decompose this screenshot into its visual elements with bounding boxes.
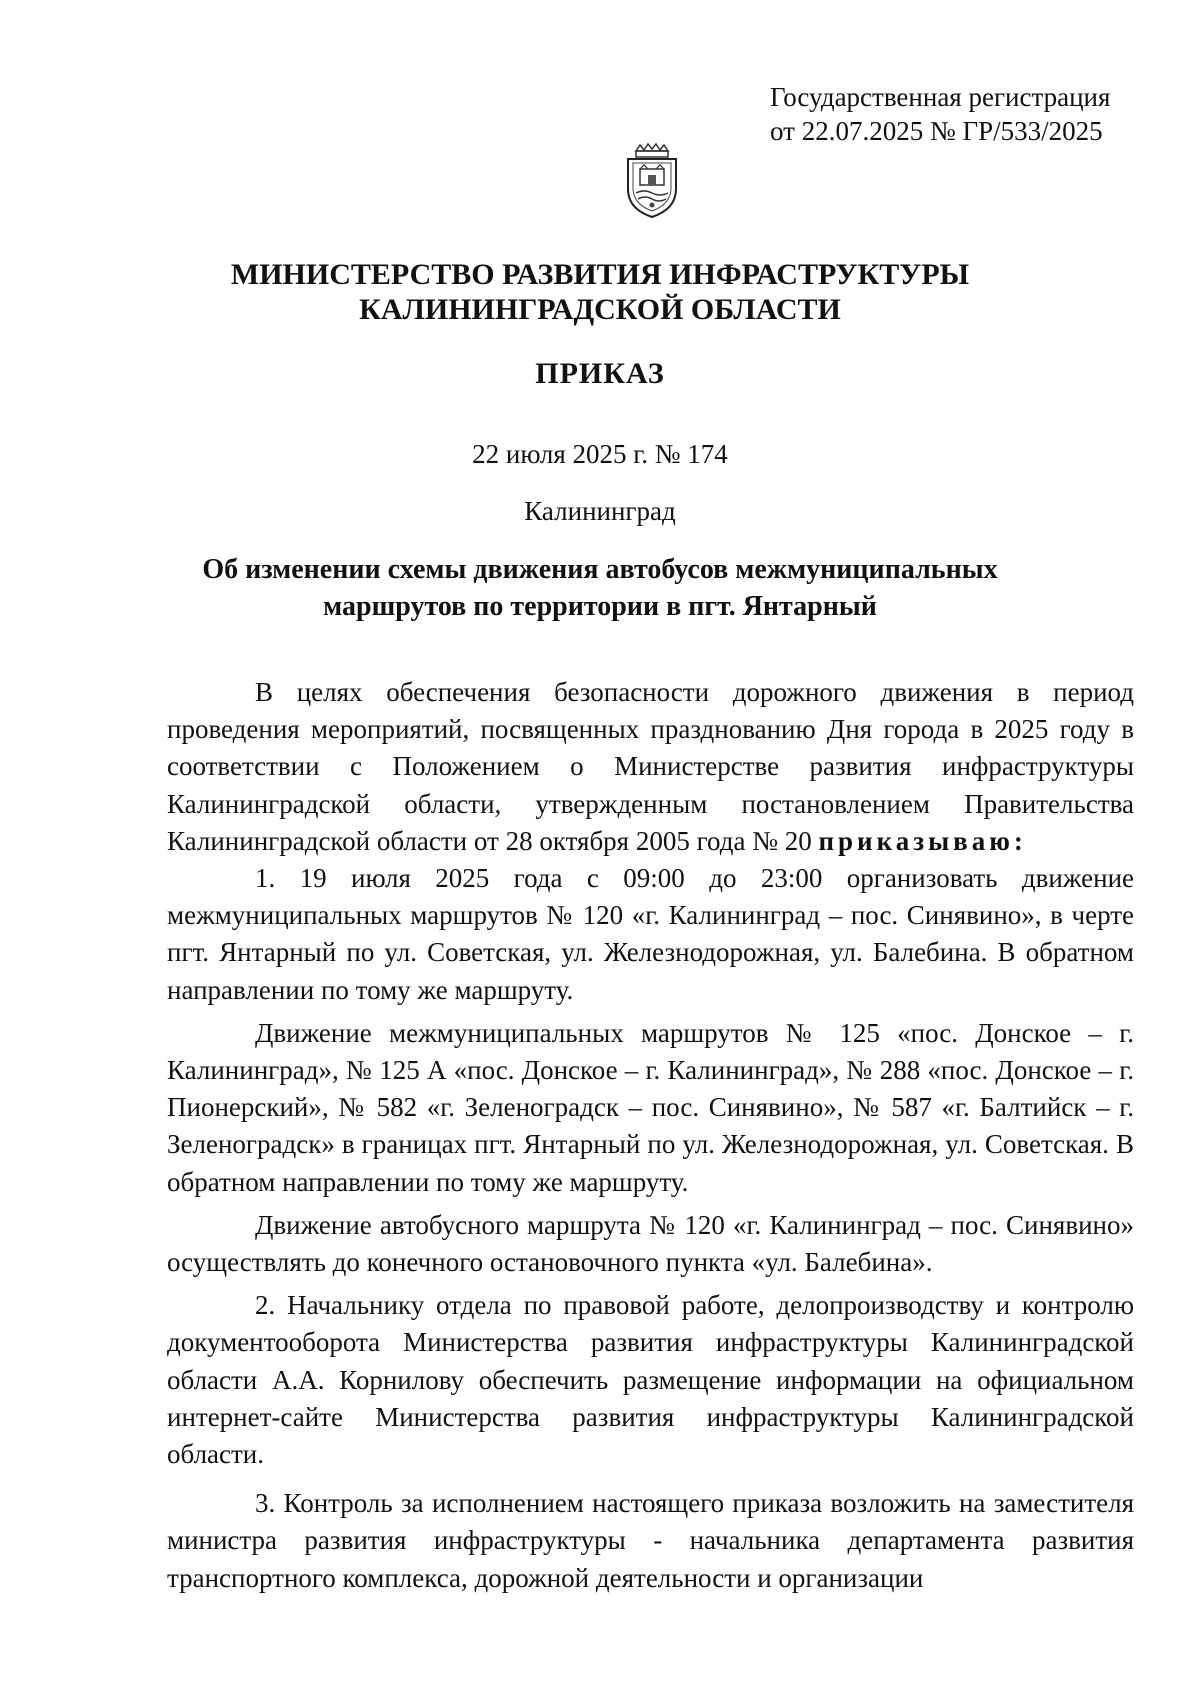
- clause-1-terminal: Движение автобусного маршрута № 120 «г. Калининград – пос. Синявино» осуществлять до конечного остановочного пункта «ул. Балебина».: [167, 1209, 1134, 1278]
- subject-line-1: Об изменении схемы движения автобусов межмуниципальных: [202, 554, 998, 585]
- subject-line-2: маршрутов по территории в пгт. Янтарный: [323, 591, 877, 622]
- registration-line-2: от 22.07.2025 № ГР/533/2025: [770, 116, 1103, 146]
- intro-paragraph: [167, 674, 1134, 860]
- order-date-number: 22 июля 2025 г. № 174: [472, 439, 728, 469]
- intro-text: В целях обеспечения безопасности дорожного движения в период проведения мероприятий, посвященных празднованию Дня города в 2025 году в соответствии с Положением о Министерстве развития инфраструктуры Калининградской области, утвержденным постановлением Правительства Калининградской области от 28 октября 2005 года № 20: [167, 677, 1134, 856]
- registration-line-1: Государственная регистрация: [770, 82, 1111, 112]
- ministry-name-line-2: КАЛИНИНГРАДСКОЙ ОБЛАСТИ: [359, 293, 841, 326]
- decree-word: приказываю:: [818, 825, 1027, 856]
- clause-1-routes: Движение межмуниципальных маршрутов № 125 «пос. Донское – г. Калининград», № 125 А «пос. Донское – г. Калининград», № 288 «пос. Донское – г. Пионерский», № 582 «г. Зеленоградск – пос. Синявино», № 587 «г. Балтийск – г. Зеленоградск» в границах пгт. Янтарный по ул. Железнодорожная, ул. Советская. В обратном направлении по тому же маршруту.: [167, 1017, 1134, 1197]
- city: Калининград: [524, 496, 676, 526]
- order-body: [167, 674, 1134, 1597]
- clause-3: 3. Контроль за исполнением настоящего приказа возложить на заместителя министра развития инфраструктуры - начальника департамента развития транспортного комплекса, дорожной деятельности и организации: [167, 1488, 1134, 1593]
- state-registration-block: [770, 80, 1110, 148]
- clause-1: 1. 19 июля 2025 года с 09:00 до 23:00 организовать движение межмуниципальных маршрутов № 120 «г. Калининград – пос. Синявино», в черте пгт. Янтарный по ул. Советская, ул. Железнодорожная, ул. Балебина. В обратном направлении по тому же маршруту.: [167, 863, 1134, 1005]
- order-subject: [0, 551, 1200, 625]
- coat-of-arms-icon: [622, 143, 682, 219]
- clause-2: 2. Начальнику отдела по правовой работе, делопроизводству и контролю документооборота Министерства развития инфраструктуры Калининградской области А.А. Корнилову обеспечить размещение информации на официальном интернет-сайте Министерства развития инфраструктуры Калининградской области.: [167, 1290, 1134, 1470]
- document-type: ПРИКАЗ: [535, 357, 665, 390]
- ministry-name-line-1: МИНИСТЕРСТВО РАЗВИТИЯ ИНФРАСТРУКТУРЫ: [230, 258, 970, 291]
